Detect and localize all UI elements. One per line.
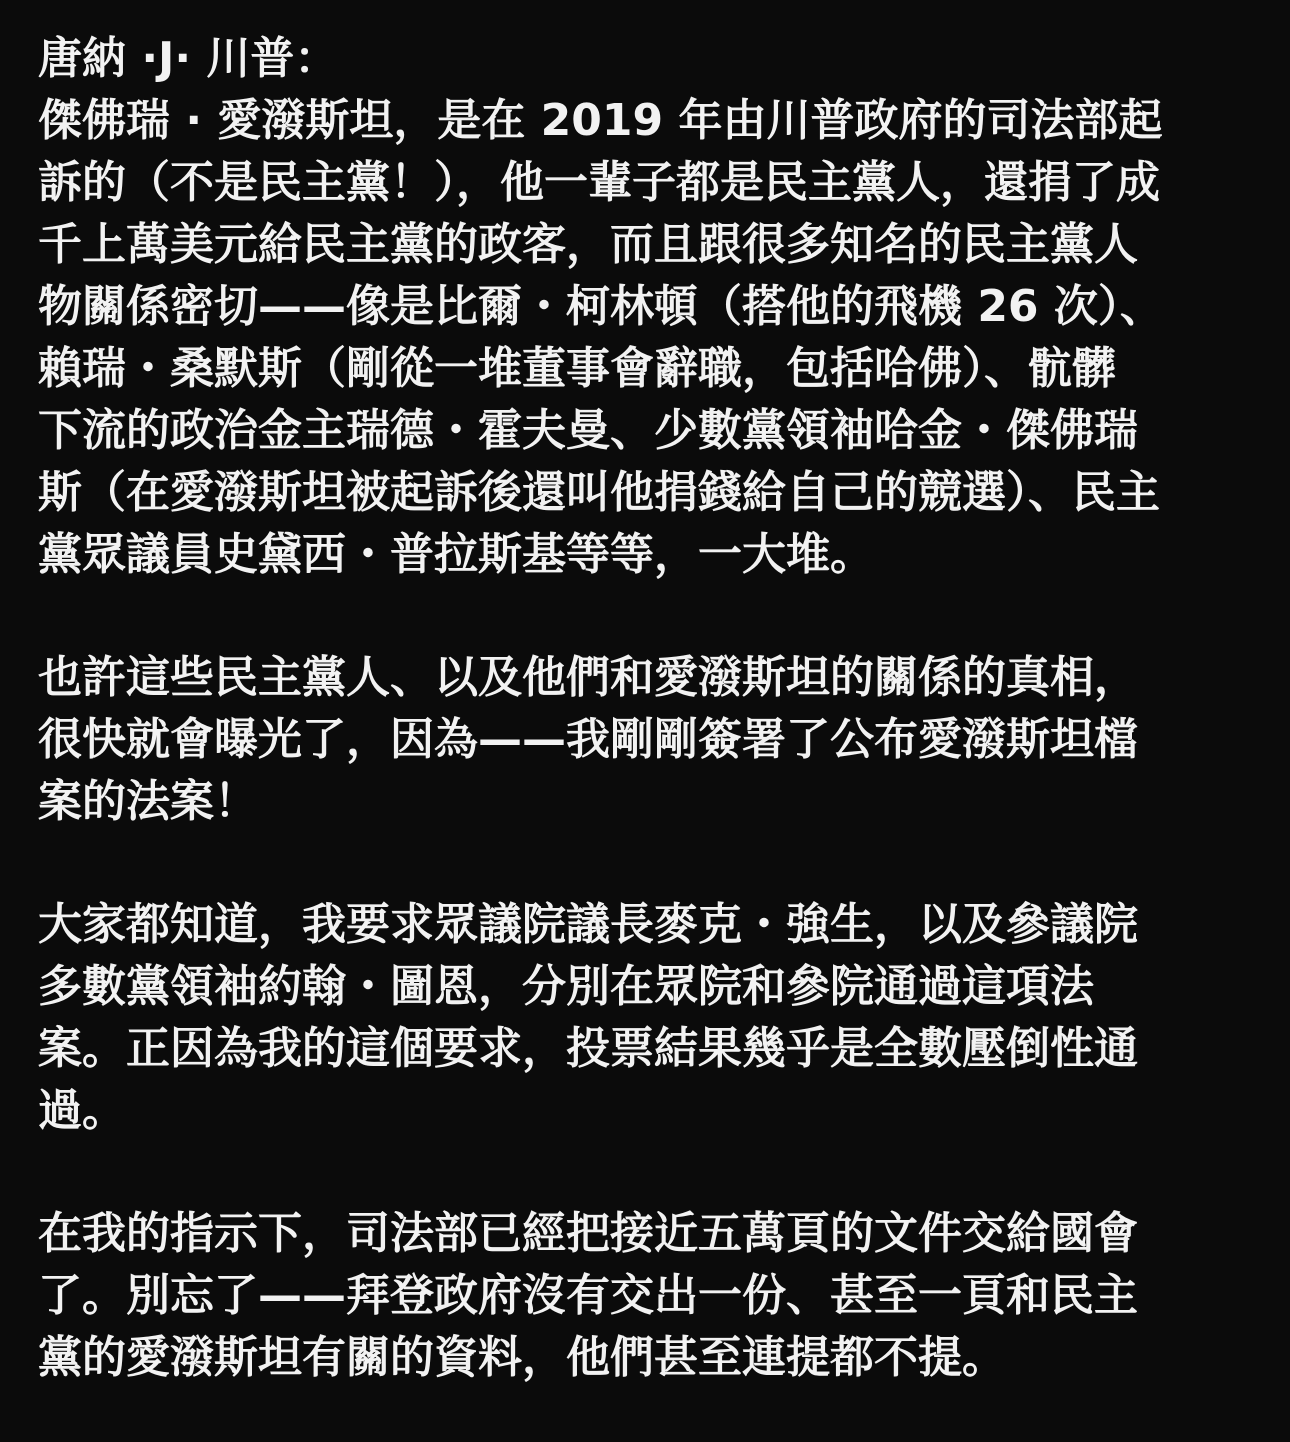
paragraph-spacer — [38, 833, 1258, 894]
text-line: 也許這些民主黨人、以及他們和愛潑斯坦的關係的真相， — [38, 652, 1138, 703]
author-line: 唐納 ·J· 川普： — [38, 33, 339, 84]
post-body — [38, 28, 1258, 1389]
text-line: 黨眾議員史黛西・普拉斯基等等，一大堆。 — [38, 529, 874, 580]
text-line: 賴瑞・桑默斯（剛從一堆董事會辭職，包括哈佛）、骯髒 — [38, 343, 1116, 394]
text-line: 物關係密切——像是比爾・柯林頓（搭他的飛機 26 次）、 — [38, 281, 1164, 332]
text-line: 斯（在愛潑斯坦被起訴後還叫他捐錢給自己的競選）、民主 — [38, 467, 1160, 518]
paragraph-4 — [38, 1203, 1258, 1389]
text-line: 很快就會曝光了，因為——我剛剛簽署了公布愛潑斯坦檔 — [38, 714, 1138, 765]
paragraph-spacer — [38, 1142, 1258, 1203]
text-line: 了。別忘了——拜登政府沒有交出一份、甚至一頁和民主 — [38, 1270, 1138, 1321]
paragraph-3 — [38, 894, 1258, 1142]
text-line: 案。正因為我的這個要求，投票結果幾乎是全數壓倒性通 — [38, 1023, 1138, 1074]
text-line: 黨的愛潑斯坦有關的資料，他們甚至連提都不提。 — [38, 1332, 1006, 1383]
text-line: 案的法案！ — [38, 776, 258, 827]
text-line: 過。 — [38, 1085, 126, 1136]
text-line: 傑佛瑞 · 愛潑斯坦，是在 2019 年由川普政府的司法部起 — [38, 95, 1163, 146]
text-line: 下流的政治金主瑞德・霍夫曼、少數黨領袖哈金・傑佛瑞 — [38, 405, 1138, 456]
text-line: 在我的指示下，司法部已經把接近五萬頁的文件交給國會 — [38, 1208, 1138, 1259]
text-line: 多數黨領袖約翰・圖恩，分別在眾院和參院通過這項法 — [38, 961, 1094, 1012]
paragraph-spacer — [38, 586, 1258, 647]
paragraph-2 — [38, 647, 1258, 833]
text-line: 訴的（不是民主黨！），他一輩子都是民主黨人，還捐了成 — [38, 157, 1160, 208]
text-line: 千上萬美元給民主黨的政客，而且跟很多知名的民主黨人 — [38, 219, 1138, 270]
text-line: 大家都知道，我要求眾議院議長麥克・強生，以及參議院 — [38, 899, 1138, 950]
paragraph-1 — [38, 90, 1258, 586]
